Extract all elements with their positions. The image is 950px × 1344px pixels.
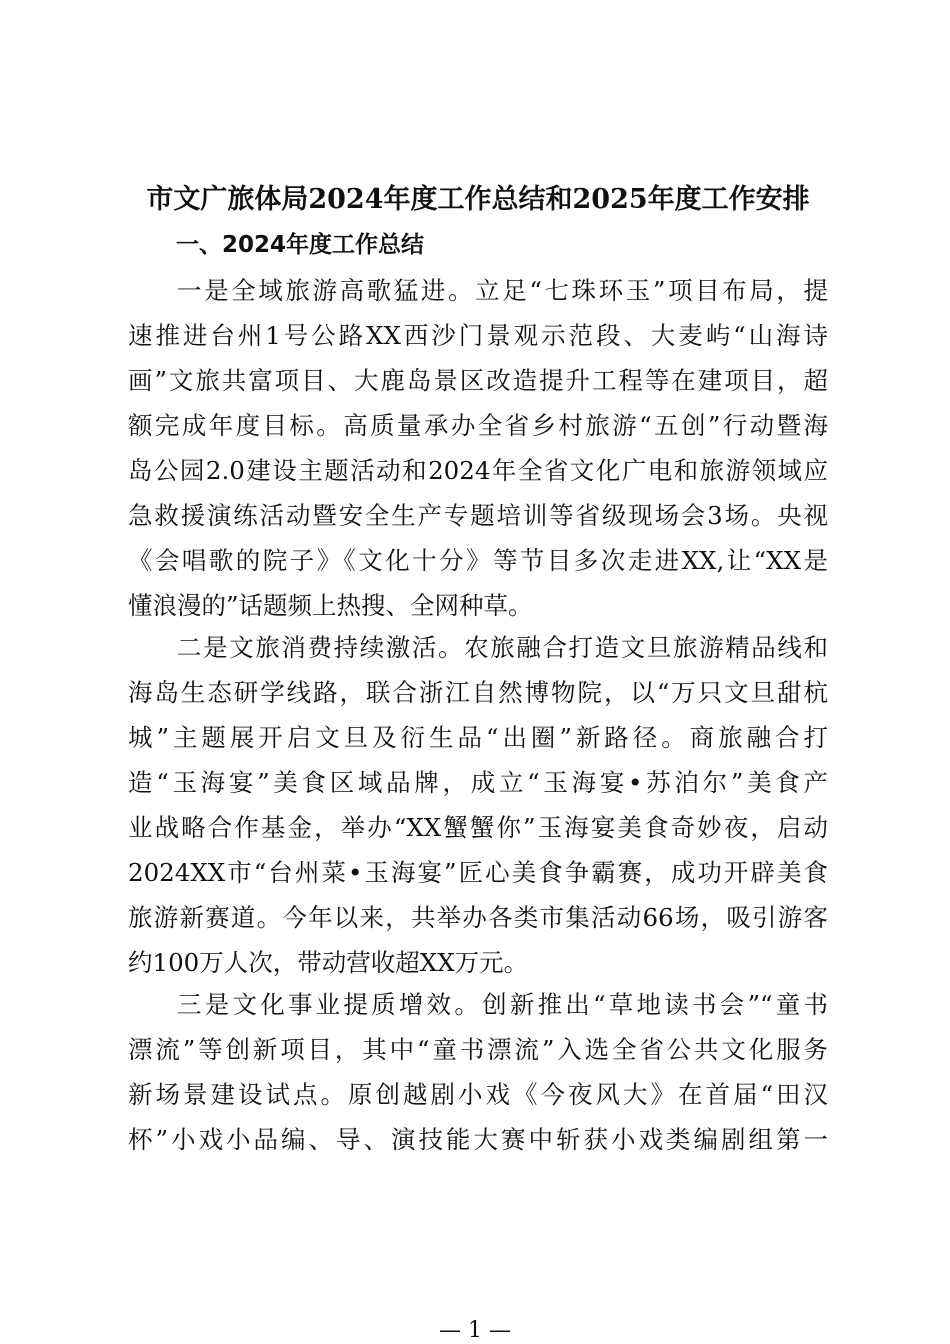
paragraph-line: 约100万人次，带动营收超XX万元。: [128, 948, 529, 977]
document-title: 市文广旅体局2024年度工作总结和2025年度工作安排: [146, 184, 810, 215]
paragraph-line: 画”文旅共富项目、大鹿岛景区改造提升工程等在建项目，超: [128, 366, 828, 395]
paragraph-line: 漂流”等创新项目，其中“童书漂流”入选全省公共文化服务: [128, 1035, 828, 1064]
paragraph-line: 额完成年度目标。高质量承办全省乡村旅游“五创”行动暨海: [128, 411, 828, 440]
paragraph-line: 杯”小戏小品编、导、演技能大赛中斩获小戏类编剧组第一: [128, 1125, 828, 1154]
paragraph-line: 三是文化事业提质增效。创新推出“草地读书会”“童书: [177, 990, 828, 1019]
paragraph-line: 懂浪漫的”话题频上热搜、全网种草。: [128, 591, 533, 620]
paragraph-consumption: [128, 625, 828, 985]
paragraph-line: 城”主题展开启文旦及衍生品“出圈”新路径。商旅融合打: [128, 723, 828, 752]
paragraph-line: 二是文旅消费持续激活。农旅融合打造文旦旅游精品线和: [177, 633, 828, 662]
paragraph-line: 岛公园2.0建设主题活动和2024年全省文化广电和旅游领域应: [128, 456, 828, 485]
paragraph-line: 新场景建设试点。原创越剧小戏《今夜风大》在首届“田汉: [128, 1080, 828, 1109]
paragraph-line: 旅游新赛道。今年以来，共举办各类市集活动66场，吸引游客: [128, 903, 828, 932]
paragraph-line: 速推进台州1号公路XX西沙门景观示范段、大麦屿“山海诗: [128, 321, 828, 350]
paragraph-line: 2024XX市“台州菜•玉海宴”匠心美食争霸赛，成功开辟美食: [128, 858, 828, 887]
paragraph-line: 造“玉海宴”美食区域品牌，成立“玉海宴•苏泊尔”美食产: [128, 768, 828, 797]
section-heading: 一、2024年度工作总结: [176, 232, 425, 258]
paragraph-line: 一是全域旅游高歌猛进。立足“七珠环玉”项目布局，提: [177, 276, 828, 305]
paragraph-line: 海岛生态研学线路，联合浙江自然博物院，以“万只文旦甜杭: [128, 678, 828, 707]
page-number: — 1 —: [439, 1318, 511, 1343]
paragraph-culture: [128, 982, 828, 1162]
paragraph-line: 急救援演练活动暨安全生产专题培训等省级现场会3场。央视: [128, 501, 828, 530]
paragraph-line: 《会唱歌的院子》《文化十分》等节目多次走进XX,让“XX是: [128, 546, 828, 575]
paragraph-tourism: [128, 268, 828, 628]
paragraph-line: 业战略合作基金，举办“XX蟹蟹你”玉海宴美食奇妙夜，启动: [128, 813, 828, 842]
